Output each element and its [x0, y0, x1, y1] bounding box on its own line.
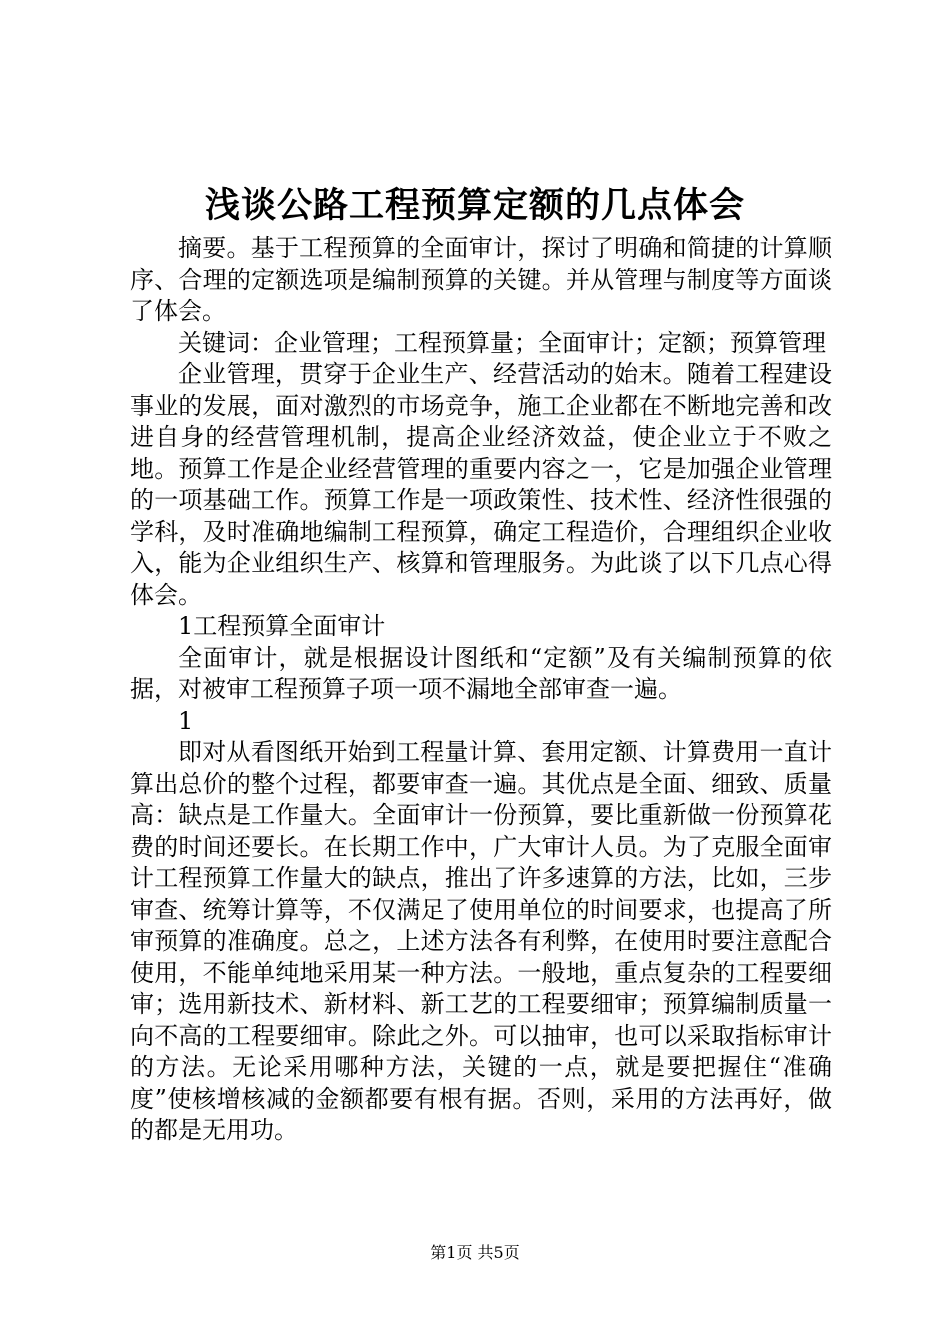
section-paragraph: 全面审计，就是根据设计图纸和“定额”及有关编制预算的依据，对被审工程预算子项一项不漏地全部审查一遍。: [130, 643, 832, 703]
document-body: [130, 233, 832, 1147]
abstract-paragraph: 摘要。基于工程预算的全面审计，探讨了明确和简捷的计算顺序、合理的定额选项是编制预算的关键。并从管理与制度等方面谈了体会。: [130, 234, 832, 325]
section-paragraph: 即对从看图纸开始到工程量计算、套用定额、计算费用一直计算出总价的整个过程，都要审查一遍。其优点是全面、细致、质量高：缺点是工作量大。全面审计一份预算，要比重新做一份预算花费的时间还要长。在长期工作中，广大审计人员。为了克服全面审计工程预算工作量大的缺点，推出了许多速算的方法，比如，三步审查、统筹计算等，不仅满足了使用单位的时间要求，也提高了所审预算的准确度。总之，上述方法各有利弊，在使用时要注意配合使用，不能单纯地采用某一种方法。一般地，重点复杂的工程要细审；选用新技术、新材料、新工艺的工程要细审；预算编制质量一向不高的工程要细审。除此之外。可以抽审，也可以采取指标审计的方法。无论采用哪种方法，关键的一点，就是要把握住“准确度”使核增核减的金额都要有根有据。否则，采用的方法再好，做的都是无用功。: [130, 738, 832, 1144]
document-title: 浅谈公路工程预算定额的几点体会: [204, 185, 745, 226]
page-footer: 第1页 共5页: [430, 1243, 520, 1262]
section-heading: 1工程预算全面审计: [178, 612, 386, 640]
intro-paragraph: 企业管理，贯穿于企业生产、经营活动的始末。随着工程建设事业的发展，面对激烈的市场竞争，施工企业都在不断地完善和改进自身的经营管理机制，提高企业经济效益，使企业立于不败之地。预算工作是企业经营管理的重要内容之一，它是加强企业管理的一项基础工作。预算工作是一项政策性、技术性、经济性很强的学科，及时准确地编制工程预算，确定工程造价，合理组织企业收入，能为企业组织生产、核算和管理服务。为此谈了以下几点心得体会。: [130, 360, 832, 609]
subsection-number: 1: [178, 706, 194, 735]
keywords-paragraph: 关键词：企业管理；工程预算量；全面审计；定额；预算管理: [178, 328, 826, 357]
